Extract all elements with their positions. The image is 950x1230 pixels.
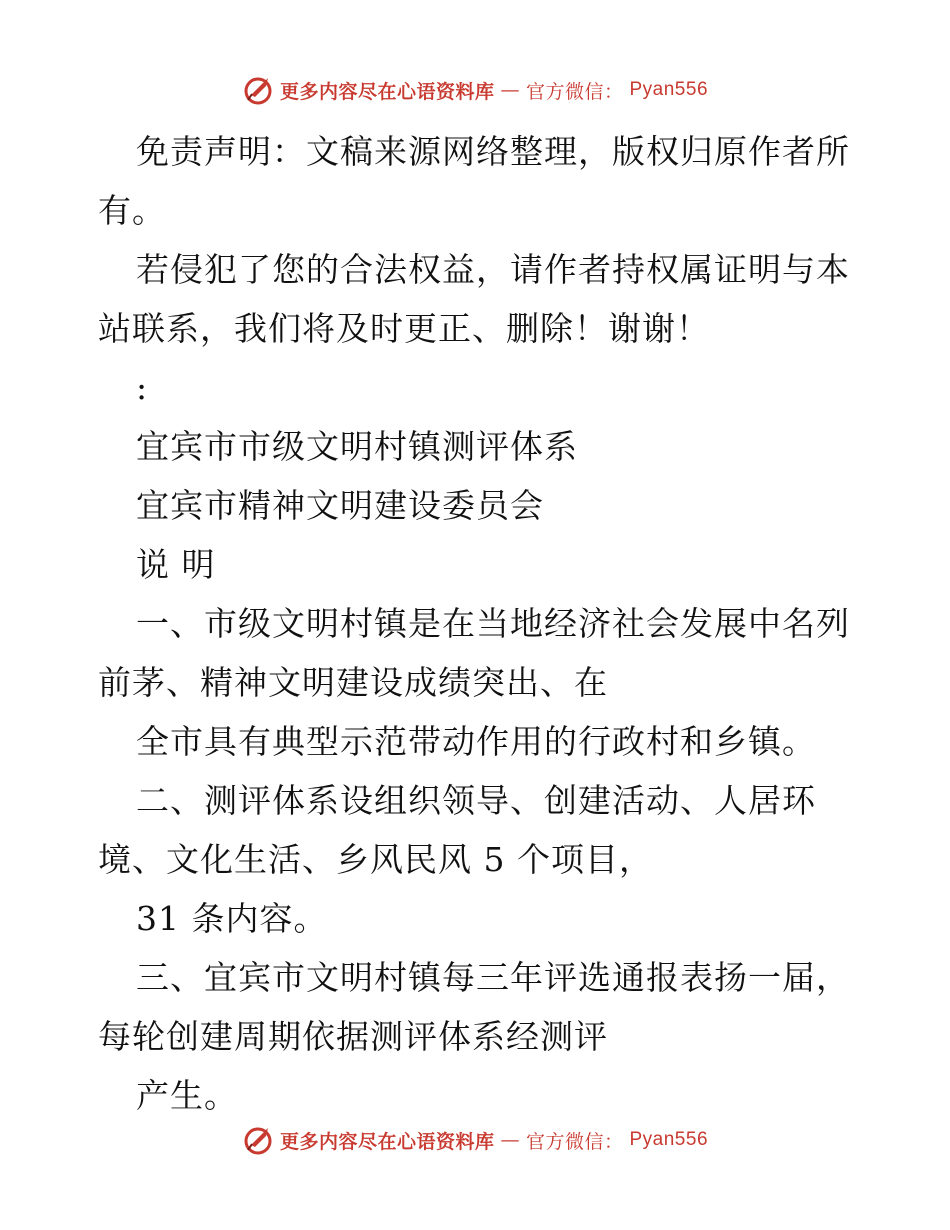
pen-logo-icon [242,1124,274,1156]
disclaimer-line-2: 有。 [98,191,166,230]
document-body [98,122,858,1125]
issuing-organization: 宜宾市精神文明建设委员会 [136,486,544,525]
footer-dash: — [500,1129,520,1151]
paragraph-line: 全市具有典型示范带动作用的行政村和乡镇。 [136,722,816,761]
footer-slogan: 更多内容尽在心语资料库 [279,1130,495,1153]
header-slogan: 更多内容尽在心语资料库 [279,80,495,103]
paragraph-line: 一、市级文明村镇是在当地经济社会发展中名列 [136,604,850,643]
header-wechat-account: Pyan556 [629,79,709,100]
paragraph-line: 每轮创建周期依据测评体系经测评 [98,1017,608,1056]
disclaimer-line-1: 免责声明：文稿来源网络整理，版权归原作者所 [136,132,850,171]
colon-line: : [136,368,149,407]
paragraph-line: 境、文化生活、乡风民风 5 个项目， [98,840,653,879]
header-brand [242,74,708,106]
document-title: 宜宾市市级文明村镇测评体系 [136,427,578,466]
paragraph-line: 31 条内容。 [136,899,328,938]
header-wechat-label: 官方微信： [525,80,624,103]
footer-wechat-account: Pyan556 [629,1129,709,1150]
paragraph-line: 三、宜宾市文明村镇每三年评选通报表扬一届， [136,958,850,997]
pen-logo-icon [242,74,274,106]
footer-brand [242,1124,708,1156]
disclaimer-line-4: 站联系，我们将及时更正、删除！谢谢！ [98,309,710,348]
page-footer [0,1120,950,1160]
paragraph-line: 产生。 [136,1076,238,1115]
disclaimer-line-3: 若侵犯了您的合法权益，请作者持权属证明与本 [136,250,850,289]
paragraph-line: 前茅、精神文明建设成绩突出、在 [98,663,608,702]
section-heading: 说 明 [136,545,216,584]
page-header [0,70,950,110]
header-dash: — [500,79,520,101]
paragraph-line: 二、测评体系设组织领导、创建活动、人居环 [136,781,816,820]
footer-wechat-label: 官方微信： [525,1130,624,1153]
